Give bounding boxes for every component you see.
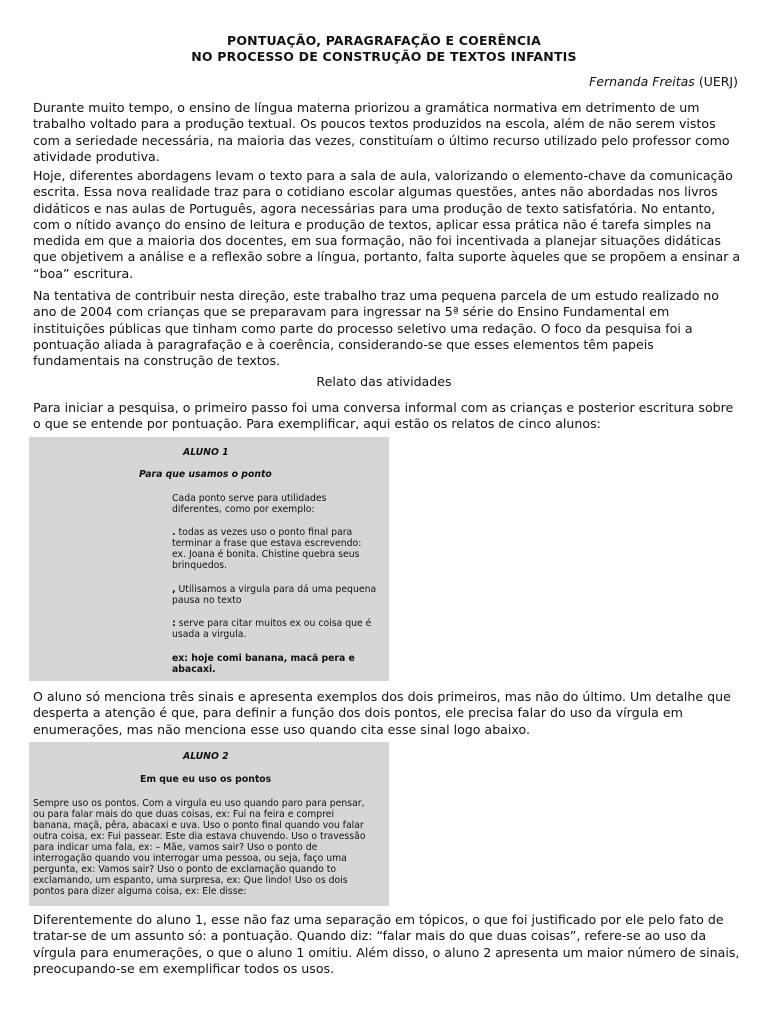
colon-mark: : (172, 618, 176, 629)
item-2-text: Utilisamos a virgula para dá uma pequena (175, 584, 377, 595)
paragraph-6: Diferentemente do aluno 1, esse não faz uma separação em tópicos, o que foi justificado por ele pelo fato de tratar-se de um assunto só: a pontuação. Quando diz: “falar mais do que duas coisas”, refere-se ao uso da vírgula para enumerações, o que o aluno 1 omitiu. Além disso, o aluno 2 apresenta um maior número de sinais, preocupando-se em exemplificar todos os usos. (33, 912, 740, 976)
item-3-text: serve para citar muitos ex ou coisa que é (175, 618, 372, 629)
author-affiliation: (UERJ) (698, 74, 738, 89)
item-1-text: todas as vezes uso o ponto final para (175, 527, 353, 538)
student-1-intro-line-2: diferentes, como por exemplo: (172, 504, 315, 515)
student-1-label: ALUNO 1 (183, 447, 229, 458)
paragraph-5: O aluno só menciona três sinais e apresenta exemplos dos dois primeiros, mas não do último. Um detalhe que desperta a atenção é que, para definir a função dos dois pontos, ele precisa falar do uso da vírgula em enumerações, mas não menciona esse uso quando cita esse sinal logo abaixo. (33, 689, 731, 737)
author-line (589, 74, 738, 90)
student-2-label: ALUNO 2 (183, 751, 229, 762)
student-2-line-7: pergunta, ex: Vamos sair? Uso o ponto de exclamação quando to (33, 864, 337, 875)
paragraph-3: Na tentativa de contribuir nesta direção, este trabalho traz uma pequena parcela de um estudo realizado no ano de 2004 com crianças que se preparavam para ingressar na 5ª série do Ensino Fundamental em instituições públicas que tinham como parte do processo seletivo uma redação. O foco da pesquisa foi a pontuação aliada à paragrafação e à coerência, considerando-se que esses elementos têm papeis fundamentais na construção de textos. (33, 288, 719, 369)
student-1-item-1-line-1 (172, 527, 352, 539)
student-2-line-3: banana, maçã, pêra, abacaxi e uva. Uso o ponto final quando vou falar (33, 820, 364, 831)
student-2-question: Em que eu uso os pontos (140, 774, 272, 785)
student-1-box (29, 437, 389, 681)
student-1-item-2-line-1 (172, 584, 376, 596)
period-mark: . (172, 527, 176, 538)
student-2-line-1: Sempre uso os pontos. Com a virgula eu uso quando paro para pensar, (33, 798, 365, 809)
student-2-line-2: ou para falar mais do que duas coisas, ex: Fui na feira e comprei (33, 809, 335, 820)
student-1-item-1-line-3: ex. Joana é bonita. Chistine quebra seus (172, 549, 360, 560)
student-1-item-2-line-2: pausa no texto (172, 595, 242, 606)
title-line-1: PONTUAÇÃO, PARAGRAFAÇÃO E COERÊNCIA (226, 33, 542, 48)
student-2-line-4: outra coisa, ex: Fui passear. Este dia estava chuvendo. Uso o travessão (33, 831, 366, 842)
title-line-2: NO PROCESSO DE CONSTRUÇÃO DE TEXTOS INFANTIS (191, 49, 577, 64)
student-1-example-line-1: ex: hoje comi banana, macã pera e (172, 653, 355, 664)
student-1-item-3-line-1 (172, 618, 371, 630)
student-2-line-6: interrogação quando vou interrogar uma pessoa, ou seja, faço uma (33, 853, 347, 864)
student-2-line-5: para indicar uma fala, ex: – Mãe, vamos sair? Uso o ponto de (33, 842, 318, 853)
author-name: Fernanda Freitas (589, 74, 695, 89)
student-1-item-1-line-2: terminar a frase que estava escrevendo: (172, 538, 362, 549)
student-2-line-8: exclamando, um espanto, uma surpresa, ex: Que lindo! Uso os dois (33, 875, 348, 886)
student-2-line-9: pontos para dizer alguma coisa, ex: Ele disse: (33, 886, 247, 897)
paragraph-1: Durante muito tempo, o ensino de língua materna priorizou a gramática normativa em detrimento de um trabalho voltado para a produção textual. Os poucos textos produzidos na escola, além de não serem vistos com a seriedade necessária, na maioria das vezes, constituíam o último recurso utilizado pelo professor como atividade produtiva. (33, 100, 730, 164)
student-1-example-line-2: abacaxi. (172, 664, 216, 675)
student-1-item-3-line-2: usada a virgula. (172, 629, 247, 640)
comma-mark: , (172, 584, 176, 595)
student-2-box (29, 742, 389, 906)
student-1-question: Para que usamos o ponto (139, 469, 272, 480)
student-1-item-1-line-4: brinquedos. (172, 560, 228, 571)
section-title: Relato das atividades (316, 374, 452, 389)
paragraph-4: Para iniciar a pesquisa, o primeiro passo foi uma conversa informal com as crianças e posterior escritura sobre o que se entende por pontuação. Para exemplificar, aqui estão os relatos de cinco alunos: (33, 400, 734, 432)
paragraph-2: Hoje, diferentes abordagens levam o texto para a sala de aula, valorizando o elemento-chave da comunicação escrita. Essa nova realidade traz para o cotidiano escolar algumas questões, antes não abordadas nos livros didáticos e nas aulas de Português, agora necessárias para uma produção de texto satisfatória. No entanto, com o nítido avanço do ensino de leitura e produção de textos, aplicar essa prática não é tarefa simples na medida em que a maioria dos docentes, em sua formação, não foi incentivada a planejar situações didáticas que objetivem a análise e a reflexão sobre a língua, portanto, falta suporte àqueles que se propõem a ensinar a “boa” escritura. (33, 168, 741, 281)
student-1-intro-line-1: Cada ponto serve para utilidades (172, 493, 327, 504)
